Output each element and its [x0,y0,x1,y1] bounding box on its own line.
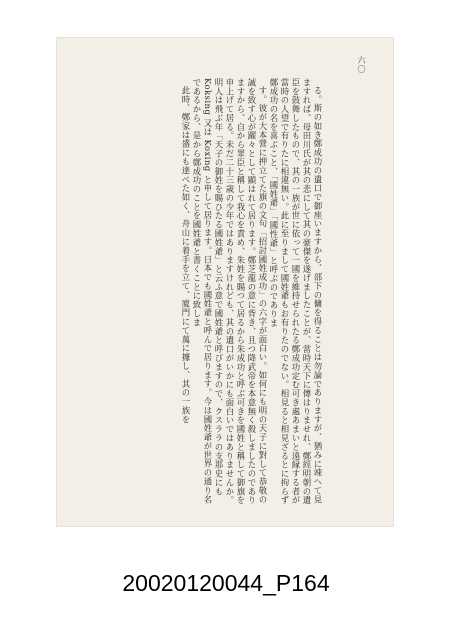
page-number: 六〇 [357,56,366,74]
book-page [57,38,393,526]
paragraph-2: す。彼が大本營に押立てた旗の文句「招討國姓成功」の六字が面白い。如何にも明の天子に對して恭敬の誠を致す心が躍々として顯はれて居ります。鄭芝龍の意に背き、且つ降武帝を本意無く殺しましたのでありますから、自から罪臣と稱して我心を責め、朱姓を賜つて居るから朱成功と呼ぶ可きを國姓と稱して御旗を申上げて居る。未だ二十三歳の少年ではありますけれども、其の遺口がいかにも面白いではありませんか。明人は飛ぶ年「天子の御姓を賜ひたる國姓爺」と云ふ意で國姓爺と呼びますので、クスララの支那史にも Koksing 又は Koxing と申して居ります。日本でも國姓爺と呼んで居ります。今は國姓爺が世界の通り名であるから、是から鄭成功のことを國姓爺と書くことに致しま [192,78,268,505]
image-id-caption: 20020120044_P164 [122,570,330,596]
paragraph-1: る。斯の如き鄭成功の遺口で御座いますから、部下の傭を得ることは勿論でありますが、猶みに竦へて見ますれば、母田川氏が其の悲にして其の豪傑を遂げましたことが、當時天下に傳はりませれ、鄭經明朝の遺臣を鼓舞したもので、其の一族が世に依って一國を維持せられたる鄭成功定む可き處あまいと遠縁する者が當時の人望で有りたに相違無い。此に至りまして國姓爺もお有りたのでない。相見ると相見ざるとに拘らず鄭成功の名を喜ぶこと、「國姓爺」「國性爺」と呼ぶのでありま [269,78,323,505]
body-text [103,78,323,508]
paragraph-3: 此時、鄭家は盛にも達べた如く、舟山に着手を立て、廈門にて萬に據し、其の一族を [181,86,191,425]
